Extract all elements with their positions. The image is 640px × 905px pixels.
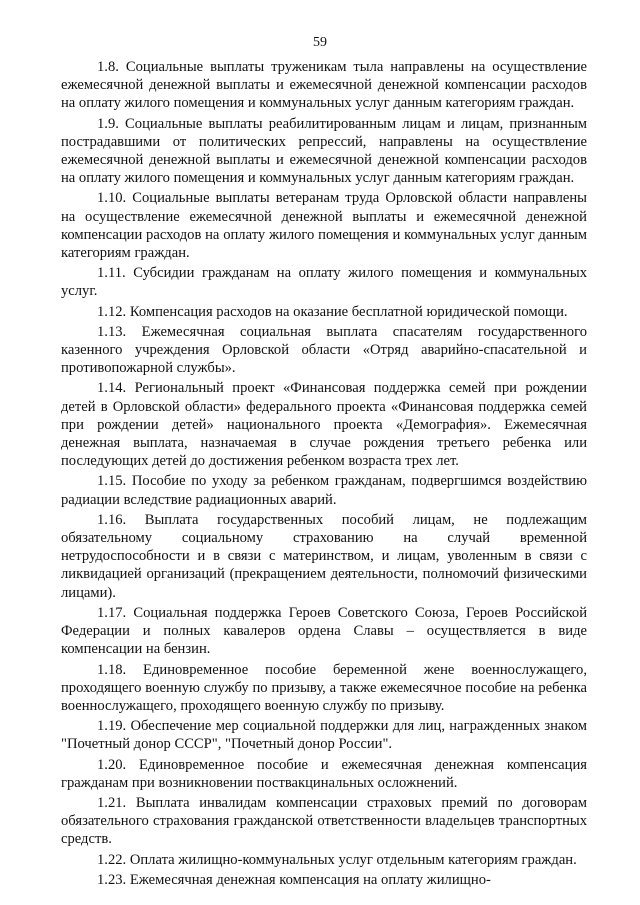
paragraph-1-21: 1.21. Выплата инвалидам компенсации страховых премий по договорам обязательного страхования гражданской ответственности владельцев транспортных средств. [61,794,587,848]
paragraph-1-13: 1.13. Ежемесячная социальная выплата спасателям государственного казенного учреждения Орловской области «Отряд аварийно-спасательной и противопожарной службы». [61,323,587,377]
paragraph-1-18: 1.18. Единовременное пособие беременной жене военнослужащего, проходящего военную службу по призыву, а также ежемесячное пособие на ребенка военнослужащего, проходящего военную службу по призыву. [61,661,587,714]
paragraph-1-20: 1.20. Единовременное пособие и ежемесячная денежная компенсация гражданам при возникновении поствакцинальных осложнений. [61,756,587,791]
paragraph-1-12: 1.12. Компенсация расходов на оказание бесплатной юридической помощи. [97,303,568,320]
paragraph-1-14: 1.14. Региональный проект «Финансовая поддержка семей при рождении детей в Орловской области» федерального проекта «Финансовая поддержка семей при рождении детей» национального проекта «Демография». Ежемесячная денежная выплата, назначаемая в случае рождения третьего ребенка или последующих детей до достижения ребенком возраста трех лет. [61,380,587,470]
paragraph-1-8: 1.8. Социальные выплаты труженикам тыла направлены на осуществление ежемесячной денежной выплаты и ежемесячной денежной компенсации расходов на оплату жилого помещения и коммунальных услуг данным категориям граждан. [61,59,587,112]
paragraph-1-15: 1.15. Пособие по уходу за ребенком гражданам, подвергшимся воздействию радиации вследствие радиационных аварий. [61,473,587,508]
page-number: 59 [313,35,327,50]
paragraph-1-10: 1.10. Социальные выплаты ветеранам труда Орловской области направлены на осуществление ежемесячной денежной выплаты и ежемесячной денежной компенсации расходов на оплату жилого помещения и коммунальных услуг данным категориям граждан. [61,190,587,262]
paragraph-1-16: 1.16. Выплата государственных пособий лицам, не подлежащим обязательному социальному страхованию на случай временной нетрудоспособности и в связи с материнством, и лицам, уволенным в связи с ликвидацией организаций (прекращением деятельности, полномочий физическими лицами). [61,511,587,601]
paragraph-1-9: 1.9. Социальные выплаты реабилитированным лицам и лицам, признанным пострадавшими от политических репрессий, направлены на осуществление ежемесячной денежной выплаты и ежемесячной денежной компенсации расходов на оплату жилого помещения и коммунальных услуг данным категориям граждан. [61,115,587,187]
paragraph-1-23: 1.23. Ежемесячная денежная компенсация на оплату жилищно- [97,871,491,888]
paragraph-1-19: 1.19. Обеспечение мер социальной поддержки для лиц, награжденных знаком "Почетный донор СССР", "Почетный донор России". [61,718,587,753]
document-body [61,58,587,889]
paragraph-1-17: 1.17. Социальная поддержка Героев Советского Союза, Героев Российской Федерации и полных кавалеров ордена Славы – осуществляется в виде компенсации на бензин. [61,604,587,658]
paragraph-1-22: 1.22. Оплата жилищно-коммунальных услуг отдельным категориям граждан. [97,851,577,868]
paragraph-1-11: 1.11. Субсидии гражданам на оплату жилого помещения и коммунальных услуг. [61,265,587,300]
